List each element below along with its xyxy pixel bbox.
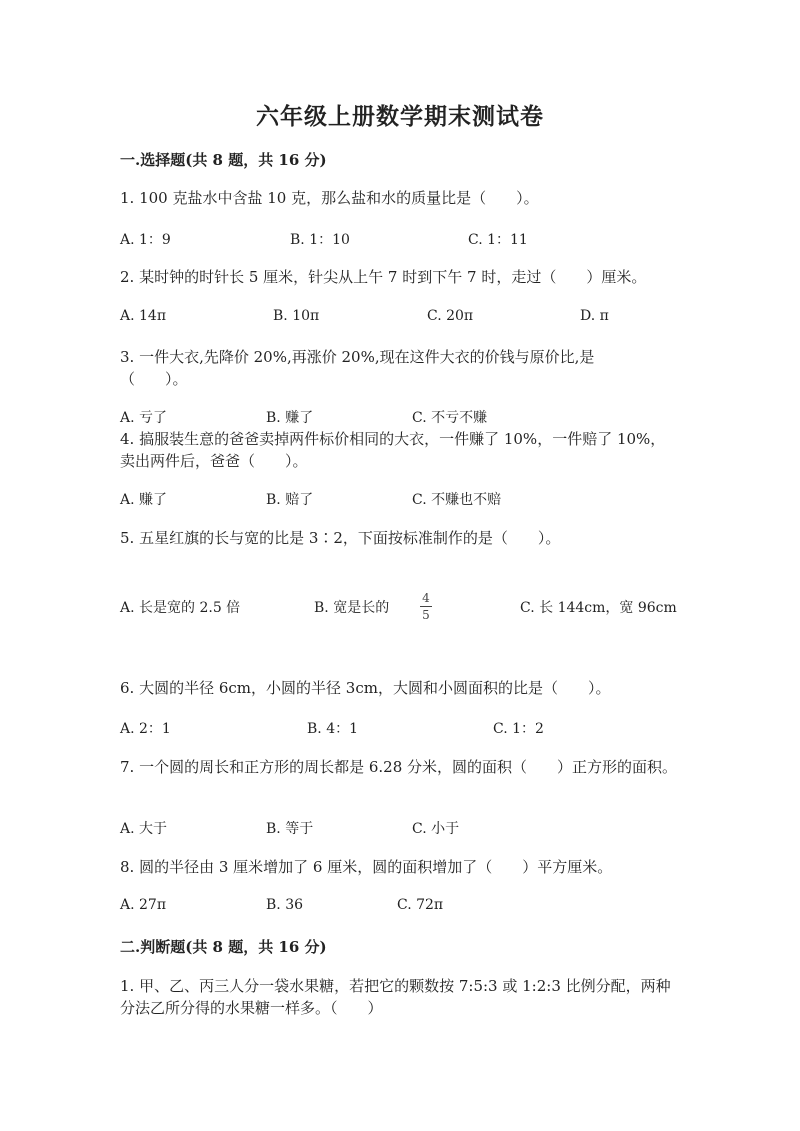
question-2: 2. 某时钟的时针长 5 厘米，针尖从上午 7 时到下午 7 时，走过（ ）厘米。 xyxy=(120,268,647,286)
question-1: 1. 100 克盐水中含盐 10 克，那么盐和水的质量比是（ ）。 xyxy=(120,189,539,207)
q2-option-c: C. 20π xyxy=(427,308,474,324)
question-7: 7. 一个圆的周长和正方形的周长都是 6.28 分米，圆的面积（ ）正方形的面积。 xyxy=(120,758,678,776)
fraction-numerator: 4 xyxy=(422,591,430,605)
q4-option-b: B. 赔了 xyxy=(266,492,314,508)
q5-fraction xyxy=(418,591,434,622)
section-heading-judgment: 二.判断题(共 8 题，共 16 分) xyxy=(120,938,327,956)
q5-option-a: A. 长是宽的 2.5 倍 xyxy=(120,600,241,616)
q8-option-b: B. 36 xyxy=(266,897,304,913)
q6-option-a: A. 2：1 xyxy=(120,721,171,737)
q8-option-c: C. 72π xyxy=(397,897,444,913)
judgment-question-1: 1. 甲、乙、丙三人分一袋水果糖，若把它的颗数按 7:5:3 或 1:2:3 比例分配，两种分法乙所分得的水果糖一样多。（ ） xyxy=(120,977,671,1017)
q3-option-b: B. 赚了 xyxy=(266,410,314,426)
q6-option-c: C. 1：2 xyxy=(493,721,544,737)
page-title: 六年级上册数学期末测试卷 xyxy=(256,103,544,130)
fraction-denominator: 5 xyxy=(422,608,430,622)
q1-option-a: A. 1：9 xyxy=(120,232,171,248)
q6-option-b: B. 4：1 xyxy=(307,721,359,737)
fraction-bar xyxy=(420,606,432,607)
q3-option-c: C. 不亏不赚 xyxy=(412,410,488,426)
q2-option-d: D. π xyxy=(580,308,609,324)
q5-option-b: B. 宽是长的 xyxy=(314,600,390,616)
question-6: 6. 大圆的半径 6cm，小圆的半径 3cm，大圆和小圆面积的比是（ ）。 xyxy=(120,679,611,697)
question-8: 8. 圆的半径由 3 厘米增加了 6 厘米，圆的面积增加了（ ）平方厘米。 xyxy=(120,858,613,876)
q1-option-c: C. 1：11 xyxy=(468,232,528,248)
q8-option-a: A. 27π xyxy=(120,897,167,913)
q7-option-c: C. 小于 xyxy=(412,821,460,837)
question-5: 5. 五星红旗的长与宽的比是 3∶2，下面按标准制作的是（ ）。 xyxy=(120,529,561,547)
q4-option-a: A. 赚了 xyxy=(120,492,168,508)
q7-option-a: A. 大于 xyxy=(120,821,168,837)
q2-option-b: B. 10π xyxy=(273,308,320,324)
q3-option-a: A. 亏了 xyxy=(120,410,168,426)
question-4: 4. 搞服装生意的爸爸卖掉两件标价相同的大衣，一件赚了 10%，一件赔了 10%，卖出两件后，爸爸（ ）。 xyxy=(120,430,666,470)
q7-option-b: B. 等于 xyxy=(266,821,314,837)
q4-option-c: C. 不赚也不赔 xyxy=(412,492,502,508)
q5-option-c: C. 长 144cm，宽 96cm xyxy=(520,600,677,616)
q1-option-b: B. 1：10 xyxy=(290,232,350,248)
section-heading-choice: 一.选择题(共 8 题，共 16 分) xyxy=(120,151,327,169)
q2-option-a: A. 14π xyxy=(120,308,167,324)
question-3: 3. 一件大衣,先降价 20%,再涨价 20%,现在这件大衣的价钱与原价比,是（ ）。 xyxy=(120,348,595,388)
